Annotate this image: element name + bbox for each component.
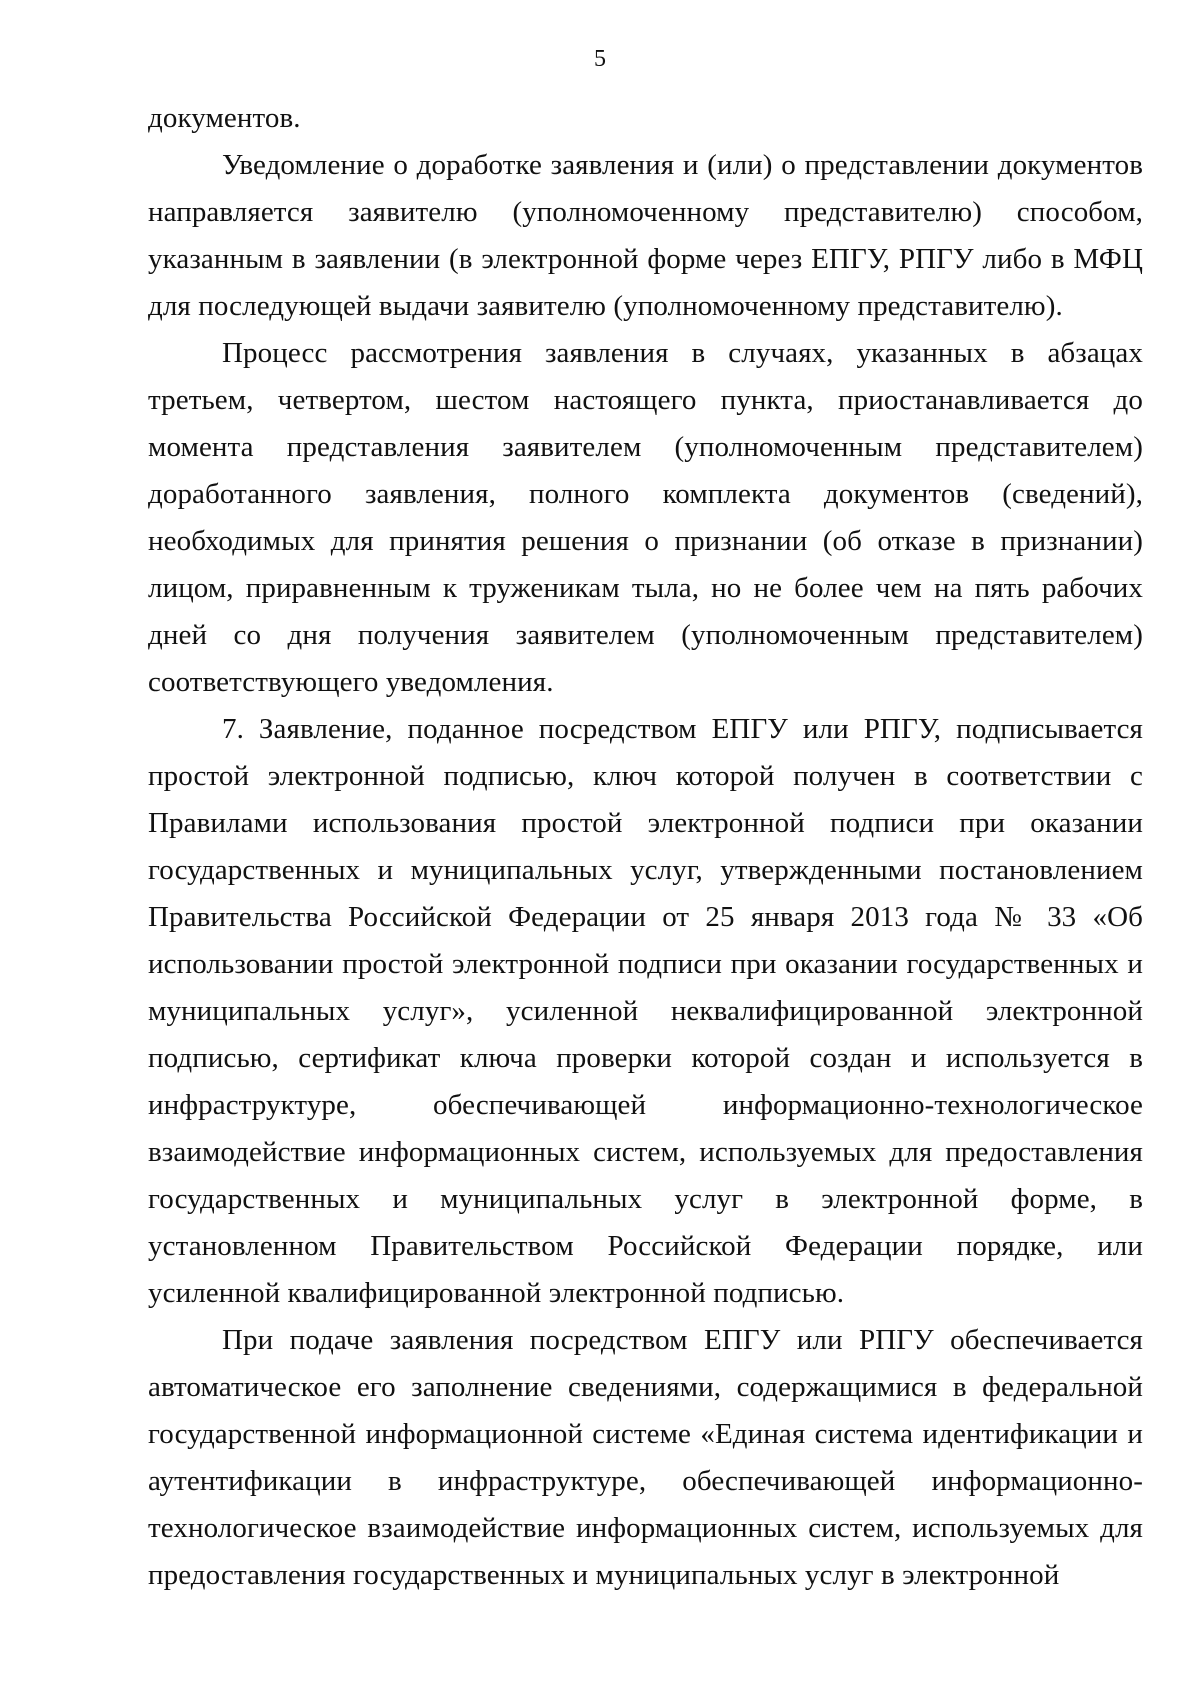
paragraph-suspension: Процесс рассмотрения заявления в случаях, указанных в абзацах третьем, четвертом, шестом настоящего пункта, приостанавливается до момента представления заявителем (уполномоченным представителем) доработанного заявления, полного комплекта документов (сведений), необходимых для принятия решения о признании (об отказе в признании) лицом, приравненным к труженикам тыла, но не более чем на пять рабочих дней со дня получения заявителем (уполномоченным представителем) соответствующего уведомления. bbox=[148, 337, 1143, 698]
paragraph-notification: Уведомление о доработке заявления и (или) о представлении документов направляется заявителю (уполномоченному представителю) способом, указанным в заявлении (в электронной форме через ЕПГУ, РПГУ либо в МФЦ для последующей выдачи заявителю (уполномоченному представителю). bbox=[148, 149, 1143, 322]
paragraph-continuation: документов. bbox=[148, 102, 301, 134]
paragraph-autofill: При подаче заявления посредством ЕПГУ или РПГУ обеспечивается автоматическое его заполнение сведениями, содержащимися в федеральной государственной информационной системе «Единая система идентификации и аутентификации в инфраструктуре, обеспечивающей информационно-технологическое взаимодействие информационных систем, используемых для предоставления государственных и муниципальных услуг в электронной bbox=[148, 1324, 1143, 1591]
document-body bbox=[148, 95, 1143, 1599]
page-number: 5 bbox=[594, 46, 606, 72]
paragraph-item-7-signature: 7. Заявление, поданное посредством ЕПГУ или РПГУ, подписывается простой электронной подписью, ключ которой получен в соответствии с Правилами использования простой электронной подписи при оказании государственных и муниципальных услуг, утвержденными постановлением Правительства Российской Федерации от 25 января 2013 года № 33 «Об использовании простой электронной подписи при оказании государственных и муниципальных услуг», усиленной неквалифицированной электронной подписью, сертификат ключа проверки которой создан и используется в инфраструктуре, обеспечивающей информационно-технологическое взаимодействие информационных систем, используемых для предоставления государственных и муниципальных услуг в электронной форме, в установленном Правительством Российской Федерации порядке, или усиленной квалифицированной электронной подписью. bbox=[148, 713, 1143, 1309]
